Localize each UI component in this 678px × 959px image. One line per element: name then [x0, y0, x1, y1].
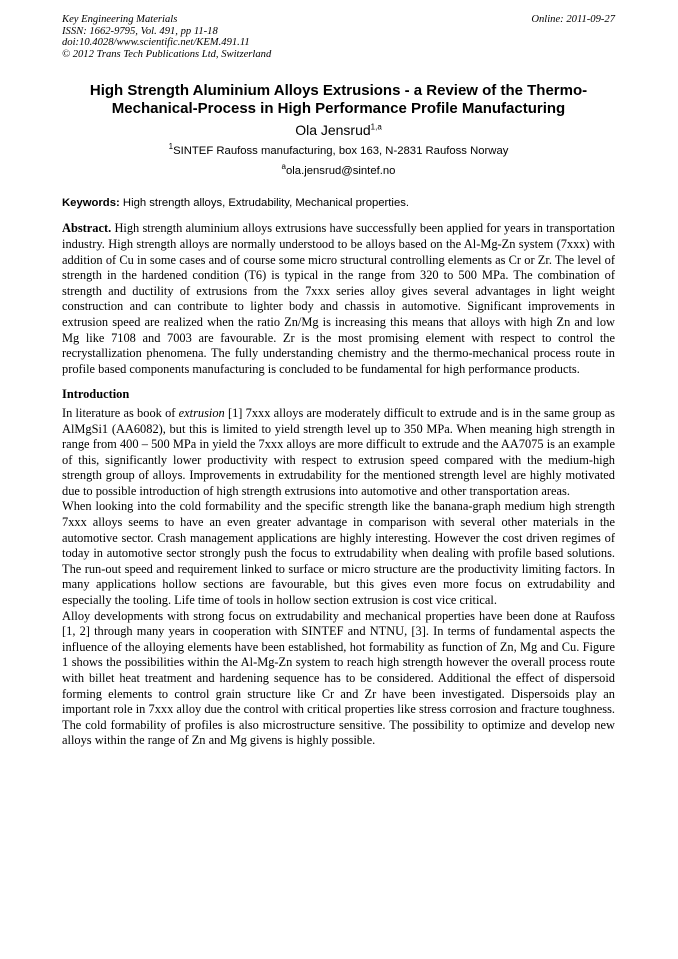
- paper-page: [62, 14, 615, 749]
- doi-line: doi:10.4028/www.scientific.net/KEM.491.11: [62, 37, 250, 49]
- copyright-line: © 2012 Trans Tech Publications Ltd, Switzerland: [62, 48, 272, 60]
- intro-p1-text-end: [1] 7xxx alloys are moderately difficult to extrude and is in the same group as AlMgSi1 (AA6082), but this is limited to yield strength level up to 350 MPa. When meaning high strength in range from 400 – 500 MPa in yield the 7xxx alloys are more difficult to extrude and the AA7075 is an example of this, significantly lower productivity with respect to extrusion speed compared with the medium-high strength group of alloys. Improvements in extrudability for the mentioned strength level are highly motivated due to possible introduction of high strength extrusions into automotive and other transportation areas.: [62, 405, 616, 498]
- keywords: [62, 196, 615, 210]
- online-date: Online: 2011-09-27: [531, 14, 615, 25]
- abstract: [62, 221, 615, 377]
- keywords-label: Keywords:: [62, 197, 120, 210]
- intro-p1-text-start: In literature as book of: [62, 405, 179, 420]
- title-line-1: High Strength Aluminium Alloys Extrusions - a Review of the Thermo-: [89, 82, 588, 100]
- issn-line: ISSN: 1662-9795, Vol. 491, pp 11-18: [62, 25, 218, 37]
- author-email: [62, 164, 615, 178]
- email-superscript: a: [281, 162, 286, 172]
- abstract-text: High strength aluminium alloys extrusions have successfully been applied for years in transportation industry. High strength alloys are normally understood to be alloys based on the Al-Mg-Zn system (7xxx) with addition of Cu in some cases and of course some micro structural controlling elements as Cr or Zr. The level of strength in the hardened condition (T6) is typical in the range from 320 to 500 MPa. The combination of strength and ductility of extrusions from the 7xxx series alloy gives several advantages in light weight construction and can contribute to lighter body and chassis in automotive. Significant improvements in extrusion speed are realized when the ratio Zn/Mg is increasing this means that alloys with high Zn and low Mg like 7108 and 7003 are favourable. Zr is the most promising element with respect to control the recrystallization phenomena. The fully understanding chemistry and the thermo-mechanical process route in profile based components manufacturing is concluded to be fundamental for high performance products.: [62, 221, 615, 376]
- affiliation-text: SINTEF Raufoss manufacturing, box 163, N-2831 Raufoss Norway: [173, 145, 509, 158]
- intro-paragraph-2: When looking into the cold formability and the specific strength like the banana-graph medium high strength 7xxx alloys seems to have an even greater advantage in comparison with several other materials in the automotive sector. Crash management applications are highly interesting. However the cost driven regimes of today in automotive sector strongly push the focus to extrudability when dealing with profile based solutions. The run-out speed and requirement linked to surface or micro structure are the productivity limiting factors. In many applications hollow sections are favourable, but this gives even more focus on extrudability and especially the tooling. Life time of tools in hollow section extrusion is cost vice critical.: [62, 499, 615, 608]
- author-name: Ola Jensrud: [295, 122, 371, 139]
- affiliation: [62, 144, 615, 158]
- author-superscript: 1,a: [370, 122, 382, 132]
- paper-title: [62, 82, 615, 118]
- section-heading-introduction: Introduction: [62, 387, 130, 402]
- intro-p1-italic: extrusion: [178, 405, 225, 420]
- email-text[interactable]: ola.jensrud@sintef.no: [286, 165, 396, 178]
- journal-name: Key Engineering Materials: [62, 14, 178, 25]
- affiliation-superscript: 1: [168, 142, 174, 152]
- keywords-text: High strength alloys, Extrudability, Mechanical properties.: [119, 197, 410, 210]
- journal-header: [62, 14, 615, 60]
- title-line-2: Mechanical-Process in High Performance Profile Manufacturing: [111, 100, 566, 118]
- intro-paragraph-1: [62, 406, 615, 500]
- intro-paragraph-3: Alloy developments with strong focus on extrudability and mechanical properties have been done at Raufoss [1, 2] through many years in cooperation with SINTEF and NTNU, [3]. In terms of fundamental aspects the influence of the alloying elements have been established, hot formability as function of Zn, Mg and Cu. Figure 1 shows the possibilities within the Al-Mg-Zn system to reach high strength however the overall process route with billet heat treatment and hardening sequence has to be considered. Additional the effect of dispersoid forming elements to control grain structure like Cr and Zr have been investigated. Dispersoids play an important role in 7xxx alloy due the control with critical properties like stress corrosion and fracture toughness. The cold formability of profiles is also microstructure sensitive. The possibility to optimize and develop new alloys within the range of Zn and Mg givens is highly possible.: [62, 608, 615, 748]
- author: [62, 121, 615, 139]
- abstract-label: Abstract.: [62, 221, 112, 236]
